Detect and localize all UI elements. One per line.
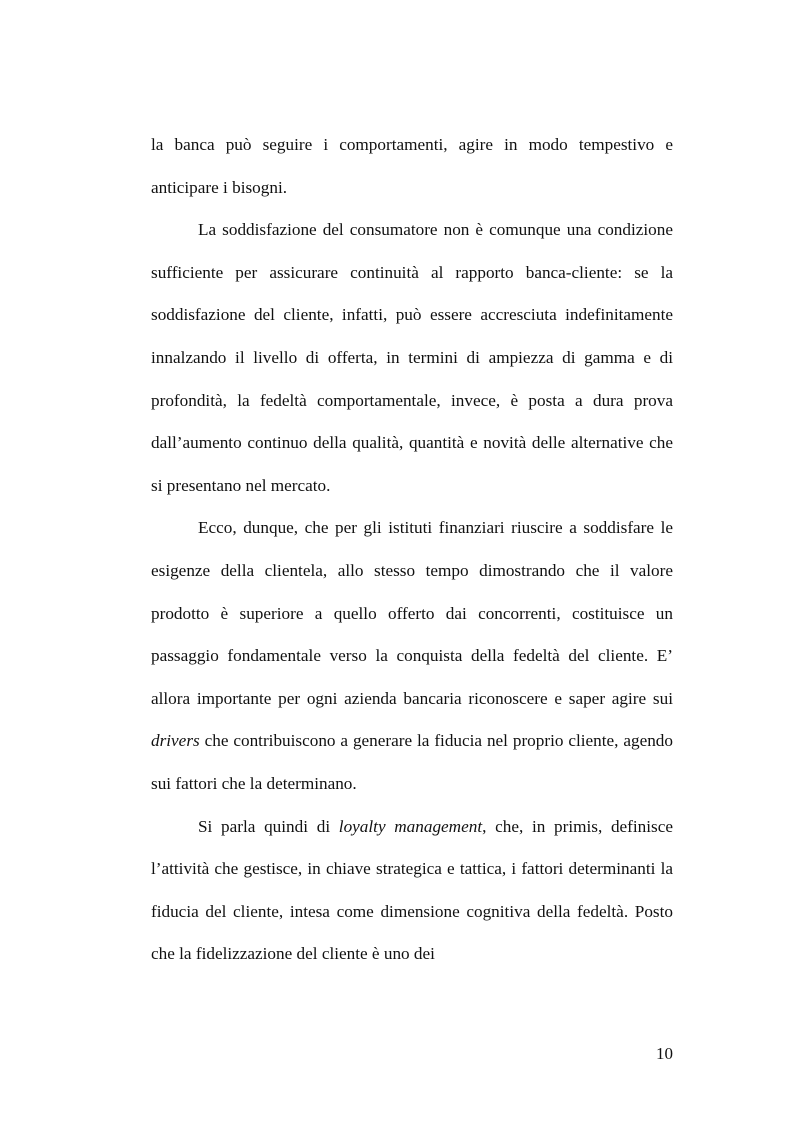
italic-term-drivers: drivers (151, 731, 200, 751)
paragraph-2 (151, 209, 673, 507)
text-segment: , che, in primis, definisce l’attività che gestisce, in chiave strategica e tattica, i fattori determinanti la fiducia del cliente, intesa come dimensione cognitiva della fedeltà. Posto che la fidelizzazione del cliente è uno dei (151, 816, 673, 964)
text-segment: la banca può seguire i comportamenti, agire in modo tempestivo e anticipare i bisogni. (151, 135, 673, 197)
body-text (151, 124, 673, 976)
paragraph-4 (151, 806, 673, 976)
text-segment: Ecco, dunque, che per gli istituti finanziari riuscire a soddisfare le esigenze della clientela, allo stesso tempo dimostrando che il valore prodotto è superiore a quello offerto dai concorrenti, costituisce un passaggio fondamentale verso la conquista della fedeltà del cliente. E’ allora importante per ogni azienda bancaria riconoscere e saper agire sui (151, 518, 673, 708)
page-number: 10 (656, 1044, 673, 1063)
text-segment: che contribuiscono a generare la fiducia nel proprio cliente, agendo sui fattori che la determinano. (151, 731, 673, 793)
paragraph-1 (151, 124, 673, 209)
italic-term-loyalty-management: loyalty management (338, 816, 483, 836)
text-segment: La soddisfazione del consumatore non è comunque una condizione sufficiente per assicurare continuità al rapporto banca-cliente: se la soddisfazione del cliente, infatti, può essere accresciuta indefinitamente innalzando il livello di offerta, in termini di ampiezza di gamma e di profondità, la fedeltà comportamentale, invece, è posta a dura prova dall’aumento continuo della qualità, quantità e novità delle alternative che si presentano nel mercato. (151, 220, 673, 495)
paragraph-3 (151, 507, 673, 805)
text-segment: Si parla quindi di (198, 816, 339, 836)
